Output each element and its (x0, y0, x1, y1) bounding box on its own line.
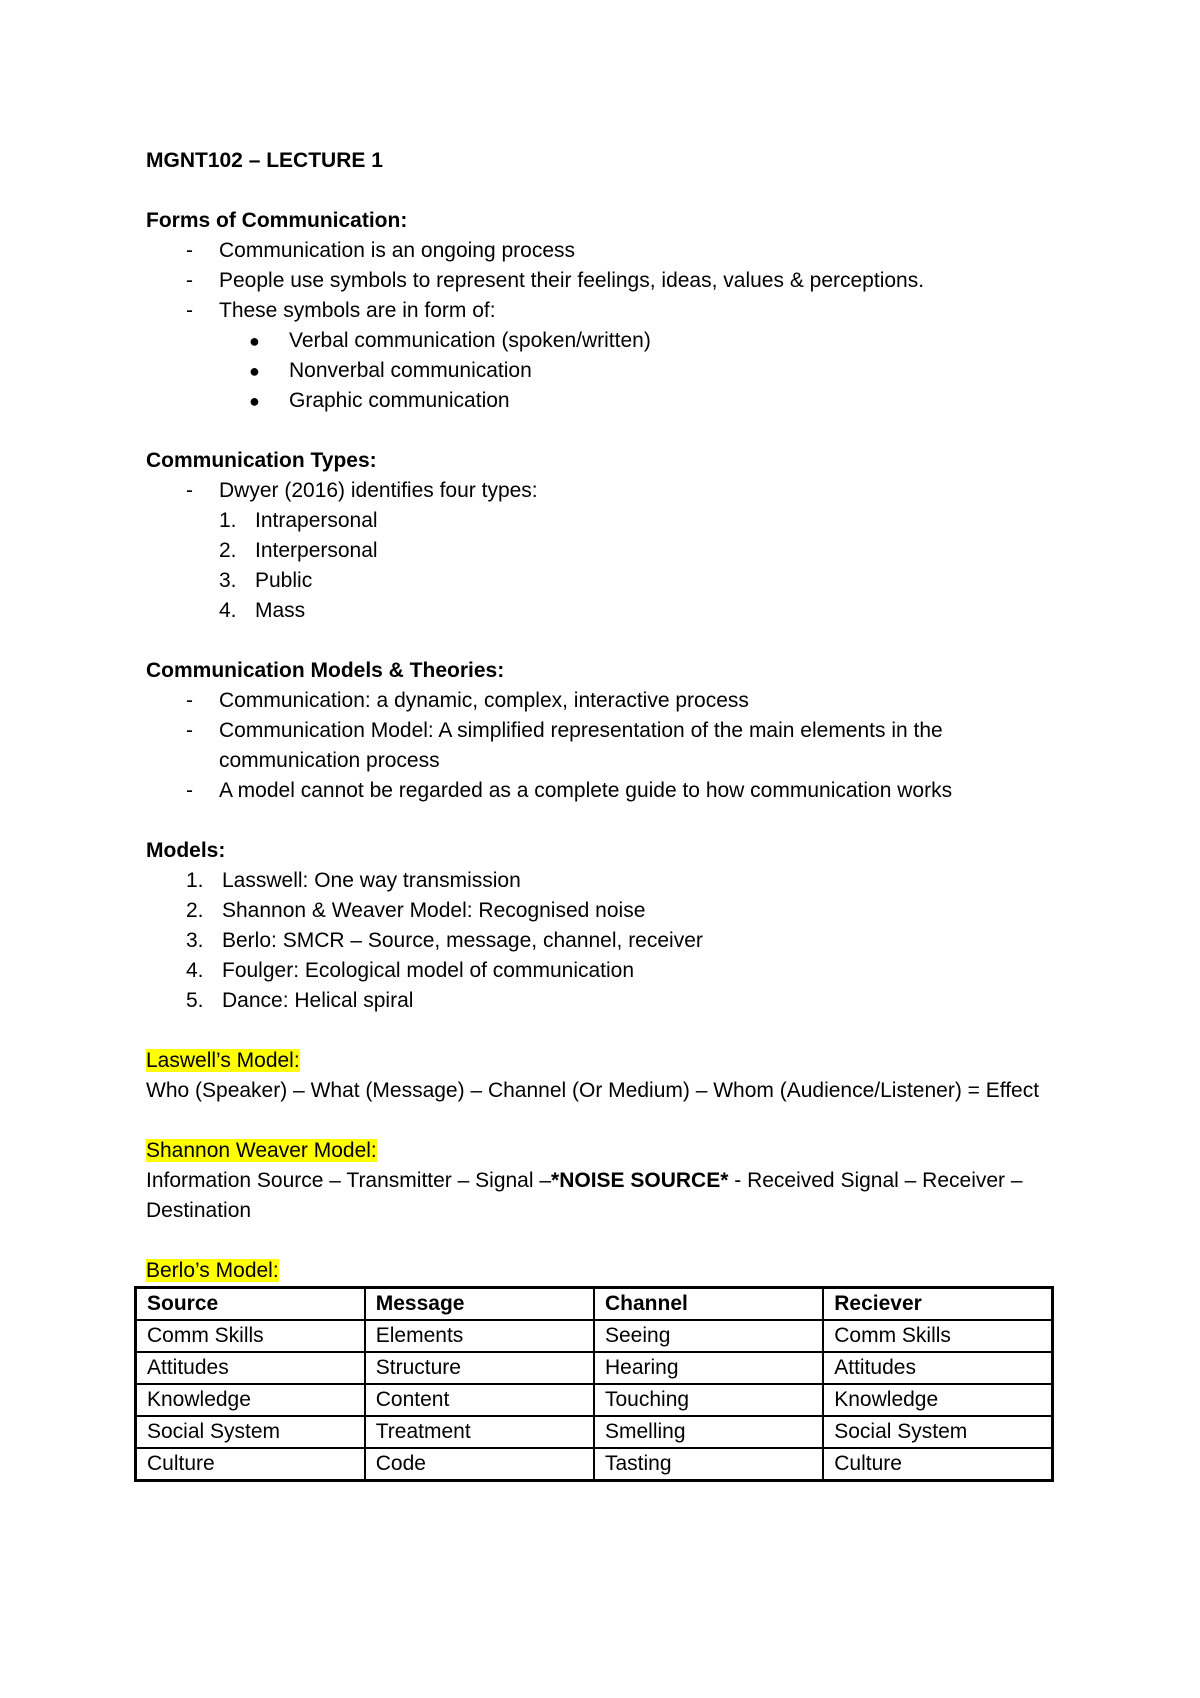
table-cell: Smelling (594, 1416, 823, 1448)
laswell-text: Who (Speaker) – What (Message) – Channel (Or Medium) – Whom (Audience/Listener) = Effect (146, 1079, 1040, 1102)
list-item: 3. Public (146, 566, 1066, 596)
shannon-heading: Shannon Weaver Model: (146, 1139, 377, 1162)
bullet-icon: ● (249, 331, 260, 351)
page-title: MGNT102 – LECTURE 1 (146, 149, 383, 172)
table-cell: Comm Skills (823, 1320, 1052, 1352)
table-cell: Comm Skills (136, 1320, 365, 1352)
column-header: Message (365, 1288, 594, 1321)
types-intro: Dwyer (2016) identifies four types: (219, 479, 538, 502)
forms-subitem: Nonverbal communication (289, 359, 532, 382)
theories-heading: Communication Models & Theories: (146, 659, 505, 682)
document-content (146, 146, 1066, 1482)
table-header-row (136, 1288, 1053, 1321)
table-row (136, 1448, 1053, 1481)
forms-item: These symbols are in form of: (219, 299, 496, 322)
theories-item: A model cannot be regarded as a complete guide to how communication works (219, 779, 953, 802)
models-item: Shannon & Weaver Model: Recognised noise (222, 899, 646, 922)
list-item (146, 356, 1066, 386)
list-item: 2. Interpersonal (146, 536, 1066, 566)
table-row (136, 1352, 1053, 1384)
models-item: Berlo: SMCR – Source, message, channel, receiver (222, 929, 703, 952)
column-header: Reciever (823, 1288, 1052, 1321)
table-cell: Hearing (594, 1352, 823, 1384)
noise-source: *NOISE SOURCE* (551, 1169, 729, 1192)
table-row (136, 1320, 1053, 1352)
table-row (136, 1416, 1053, 1448)
table-cell: Attitudes (136, 1352, 365, 1384)
types-heading: Communication Types: (146, 449, 377, 472)
forms-item: Communication is an ongoing process (219, 239, 576, 262)
bullet-icon: ● (249, 361, 260, 381)
table-cell: Code (365, 1448, 594, 1481)
list-item: - Communication Model: A simplified representation of the main elements in the communication process (146, 716, 1066, 776)
laswell-heading: Laswell’s Model: (146, 1049, 300, 1072)
models-item: Foulger: Ecological model of communication (222, 959, 635, 982)
table-cell: Attitudes (823, 1352, 1052, 1384)
list-item: - These symbols are in form of: (146, 296, 1066, 326)
table-cell: Seeing (594, 1320, 823, 1352)
table-cell: Tasting (594, 1448, 823, 1481)
models-item: Lasswell: One way transmission (222, 869, 521, 892)
list-item (146, 386, 1066, 416)
shannon-heading-row (146, 1136, 1066, 1166)
table-cell: Culture (136, 1448, 365, 1481)
table-cell: Knowledge (136, 1384, 365, 1416)
table-cell: Culture (823, 1448, 1052, 1481)
forms-subitem: Graphic communication (289, 389, 510, 412)
list-item (146, 326, 1066, 356)
list-item: - Communication: a dynamic, complex, interactive process (146, 686, 1066, 716)
table-cell: Content (365, 1384, 594, 1416)
column-header: Source (136, 1288, 365, 1321)
list-item: 3. Berlo: SMCR – Source, message, channel, receiver (146, 926, 1066, 956)
table-cell: Touching (594, 1384, 823, 1416)
table-row (136, 1384, 1053, 1416)
table-cell: Elements (365, 1320, 594, 1352)
berlo-heading: Berlo’s Model: (146, 1259, 279, 1282)
list-item: 5. Dance: Helical spiral (146, 986, 1066, 1016)
list-item: 2. Shannon & Weaver Model: Recognised noise (146, 896, 1066, 926)
types-item: Interpersonal (255, 539, 378, 562)
list-item: - Dwyer (2016) identifies four types: (146, 476, 1066, 506)
types-item: Intrapersonal (255, 509, 378, 532)
forms-item: People use symbols to represent their feelings, ideas, values & perceptions. (219, 269, 925, 292)
models-item: Dance: Helical spiral (222, 989, 414, 1012)
list-item: 4. Foulger: Ecological model of communication (146, 956, 1066, 986)
table-cell: Knowledge (823, 1384, 1052, 1416)
berlo-table (134, 1286, 1054, 1482)
list-item: 1. Lasswell: One way transmission (146, 866, 1066, 896)
types-item: Mass (255, 599, 306, 622)
laswell-heading-row (146, 1046, 1066, 1076)
theories-item: Communication Model: A simplified representation of the main elements in the communication process (219, 719, 943, 772)
table-cell: Social System (823, 1416, 1052, 1448)
forms-heading: Forms of Communication: (146, 209, 408, 232)
shannon-text (146, 1166, 1066, 1226)
shannon-text-before: Information Source – Transmitter – Signal – (146, 1169, 552, 1192)
list-item: 1. Intrapersonal (146, 506, 1066, 536)
types-item: Public (255, 569, 313, 592)
models-heading: Models: (146, 839, 226, 862)
theories-item: Communication: a dynamic, complex, interactive process (219, 689, 749, 712)
list-item: - A model cannot be regarded as a complete guide to how communication works (146, 776, 1066, 806)
shannon-text-after: - Received Signal – Receiver – Destination (146, 1169, 1023, 1222)
list-item: 4. Mass (146, 596, 1066, 626)
table-cell: Treatment (365, 1416, 594, 1448)
table-cell: Social System (136, 1416, 365, 1448)
list-item: - People use symbols to represent their feelings, ideas, values & perceptions. (146, 266, 1066, 296)
berlo-heading-row (146, 1256, 1066, 1286)
forms-subitem: Verbal communication (spoken/written) (289, 329, 651, 352)
list-item: - Communication is an ongoing process (146, 236, 1066, 266)
bullet-icon: ● (249, 391, 260, 411)
column-header: Channel (594, 1288, 823, 1321)
table-cell: Structure (365, 1352, 594, 1384)
